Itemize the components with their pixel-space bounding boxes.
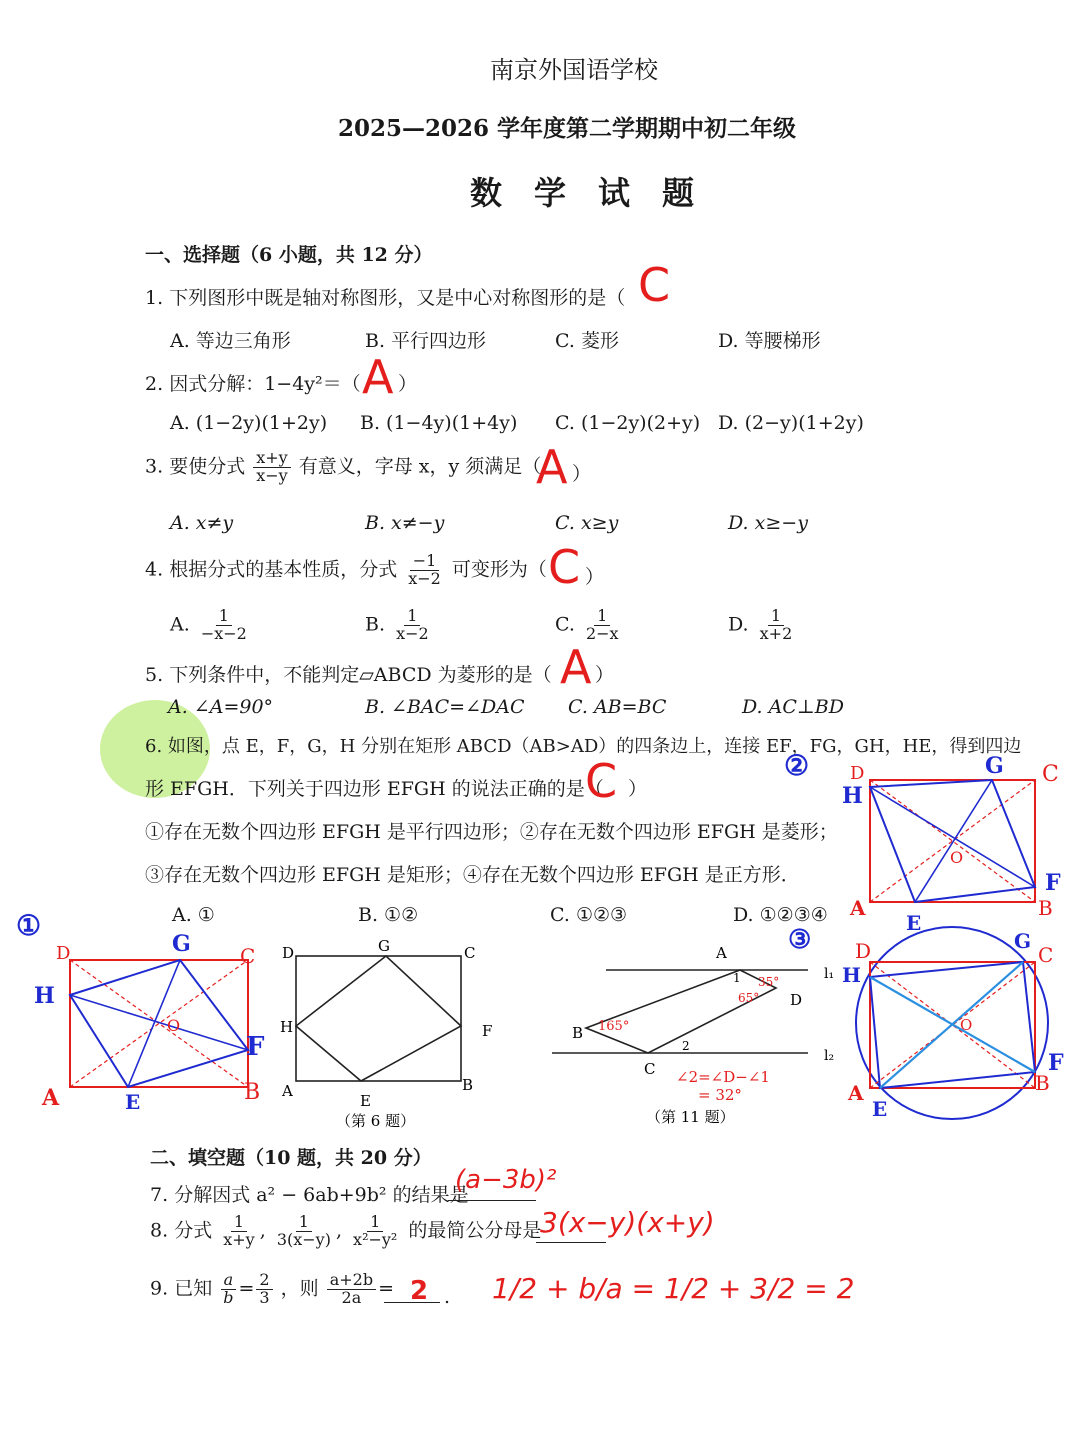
q4-opt-a-den: −x−2 (200, 623, 247, 643)
q4-opt-c-letter: C. (555, 613, 575, 636)
q4-opt-d-frac (757, 608, 796, 643)
sketch3-O: O (960, 1016, 973, 1034)
q3-frac-den: x−y (256, 465, 288, 485)
q3-answer: A (536, 440, 568, 494)
q9-f2-den: 3 (259, 1287, 270, 1307)
fig6-H: H (280, 1018, 294, 1036)
q3-frac-num: x+y (253, 450, 290, 468)
q4-opt-a-letter: A. (170, 613, 190, 636)
q2-number: 2. (145, 373, 164, 395)
q3-stem-a: 要使分式 (169, 455, 246, 478)
sketch1-G: G (172, 931, 191, 957)
q8-frac-2 (274, 1214, 334, 1249)
fig11-note-35: 35° (758, 975, 780, 989)
sketch3-C: C (1038, 943, 1054, 967)
q9-eq: = (238, 1277, 255, 1300)
q7-stem: 分解因式 a² − 6ab+9b² 的结果是 (174, 1184, 469, 1206)
q3-stem-b: 有意义，字母 x，y 须满足（ (298, 455, 542, 478)
fig11-B: B (572, 1024, 584, 1042)
q3-option-a: A. x≠y (170, 512, 234, 534)
q6-statement-1: ①存在无数个四边形 EFGH 是平行四边形；②存在无数个四边形 EFGH 是菱形； (145, 821, 838, 843)
q8-f1-den: x+y (223, 1229, 255, 1249)
q2-option-b: B. (1−4y)(1+4y) (360, 412, 518, 434)
q2-option-d: D. (2−y)(1+2y) (718, 412, 864, 434)
q5-option-d: D. AC⊥BD (742, 696, 844, 718)
sketch1-H: H (34, 983, 55, 1009)
q1-stem: 下列图形中既是轴对称图形，又是中心对称图形的是（ (169, 287, 626, 309)
sketch3-E: E (872, 1097, 888, 1121)
sketch3-D: D (855, 939, 872, 963)
q3-fraction (253, 450, 290, 485)
sketch3-H: H (842, 963, 861, 987)
q6-option-d: D. ①②③④ (733, 904, 828, 926)
q4-opt-b-frac (393, 608, 432, 643)
fig6-C: C (464, 944, 476, 962)
q9-f1-den: b (223, 1287, 234, 1307)
q6-line1: 如图，点 E，F，G，H 分别在矩形 ABCD（AB>AD）的四条边上，连接 EF，FG，GH，HE，得到四边 (167, 736, 1022, 757)
q9-stem-c: = (378, 1277, 395, 1300)
q9-frac-1 (220, 1272, 236, 1307)
sketch2-C: C (1042, 762, 1059, 787)
q6-option-b: B. ①② (358, 904, 419, 926)
fig11-angle2: 2 (682, 1039, 690, 1053)
q8-f3-den: x²−y² (353, 1229, 398, 1249)
q8-answer: 3(x−y)(x+y) (540, 1206, 715, 1239)
page-title: 数 学 试 题 (470, 174, 695, 212)
q6-statement-2: ③存在无数个四边形 EFGH 是矩形；④存在无数个四边形 EFGH 是正方形． (145, 864, 800, 886)
fig6-D: D (282, 944, 295, 962)
fig11-angle1: 1 (733, 971, 741, 985)
q4-opt-b-letter: B. (365, 613, 386, 636)
question-2 (145, 369, 361, 396)
q7-answer: (a−3b)² (455, 1165, 557, 1195)
fig6-A: A (282, 1082, 293, 1100)
q1-answer: C (638, 258, 671, 312)
fig11-note-165: 165° (598, 1019, 630, 1034)
q2-option-c: C. (1−2y)(2+y) (555, 412, 701, 434)
q3-option-d: D. x≥−y (728, 512, 808, 534)
sketch3-G: G (1014, 929, 1032, 953)
q9-stem-b: ，则 (280, 1277, 319, 1300)
q4-opt-d-den: x+2 (759, 623, 793, 643)
sketch-2-figure (780, 745, 1080, 935)
sketch1-O: O (167, 1016, 181, 1035)
sketch2-H: H (842, 783, 863, 809)
q4-stem-b: 可变形为（ (451, 558, 547, 581)
sketch2-O: O (950, 848, 964, 867)
sketch2-A: A (850, 896, 866, 920)
q6-number: 6. (145, 736, 163, 757)
fig6-caption: （第 6 题） (336, 1112, 416, 1130)
q3-number: 3. (145, 455, 164, 478)
figure-6 (278, 937, 493, 1133)
question-4 (145, 553, 547, 588)
q4-opt-c-num: 1 (594, 608, 610, 626)
q5-answer: A (560, 640, 592, 694)
q8-number: 8. (150, 1219, 169, 1242)
sketch1-A: A (42, 1085, 60, 1111)
q3-option-b: B. x≠−y (365, 512, 445, 534)
sketch1-F: F (246, 1032, 265, 1062)
q4-opt-a-frac (198, 608, 250, 643)
fig11-D: D (790, 991, 803, 1009)
sketch2-D: D (850, 763, 865, 784)
sketch3-B: B (1035, 1071, 1050, 1095)
q7-number: 7. (150, 1184, 169, 1206)
q4-opt-c-frac (583, 608, 622, 643)
q9-work: 1/2 + b/a = 1/2 + 3/2 = 2 (492, 1272, 855, 1305)
term-line: 2025—2026 学年度第二学期期中初二年级 (338, 115, 797, 142)
q4-frac-num: −1 (410, 553, 440, 571)
question-7 (150, 1180, 469, 1207)
q9-f3-den: 2a (341, 1287, 362, 1307)
q3-option-c: C. x≥y (555, 512, 619, 534)
q8-f3-num: 1 (367, 1214, 383, 1232)
sketch1-B: B (244, 1080, 261, 1105)
q4-option-d (728, 608, 797, 643)
section1-heading: 一、选择题（6 小题，共 12 分） (145, 244, 433, 266)
q6-option-a: A. ① (172, 904, 215, 926)
q9-f3-num: a+2b (327, 1272, 376, 1290)
q4-answer: C (548, 540, 581, 594)
sketch-1-figure (10, 905, 280, 1115)
q9-frac-2 (256, 1272, 272, 1307)
q4-opt-a-num: 1 (216, 608, 232, 626)
q8-frac-1 (220, 1214, 257, 1249)
q9-stem-a: 已知 (174, 1277, 213, 1300)
q5-close: ） (595, 664, 615, 686)
q4-stem-a: 根据分式的基本性质，分式 (169, 558, 398, 581)
q4-opt-d-letter: D. (728, 613, 749, 636)
question-9 (150, 1272, 394, 1307)
sketch2-G: G (985, 753, 1004, 779)
fig6-B: B (462, 1076, 474, 1094)
school-name: 南京外国语学校 (490, 56, 658, 84)
q9-frac-3 (327, 1272, 376, 1307)
sketch1-tag: ① (16, 909, 42, 942)
question-6-line2: 形 EFGH．下列关于四边形 EFGH 的说法正确的是（ (145, 778, 604, 800)
sketch2-tag: ② (784, 749, 810, 782)
sketch1-C: C (240, 944, 256, 968)
q5-option-b: B. ∠BAC=∠DAC (365, 696, 525, 718)
q6-option-c: C. ①②③ (550, 904, 628, 926)
q5-option-c: C. AB=BC (568, 696, 667, 718)
question-3 (145, 450, 541, 485)
sketch3-F: F (1048, 1050, 1064, 1076)
q2-stem: 因式分解：1−4y²＝（ (169, 373, 361, 395)
sketch1-E: E (125, 1090, 141, 1114)
q4-option-a (170, 608, 252, 643)
q2-option-a: A. (1−2y)(1+2y) (170, 412, 328, 434)
fig11-l2: l₂ (824, 1048, 835, 1064)
sketch1-D: D (56, 943, 71, 964)
fig11-A: A (716, 944, 727, 962)
q4-opt-d-num: 1 (768, 608, 784, 626)
q2-answer: A (362, 350, 394, 404)
q8-f1-num: 1 (231, 1214, 247, 1232)
q1-option-b: B. 平行四边形 (365, 330, 487, 352)
fig11-C: C (644, 1060, 656, 1078)
section2-heading: 二、填空题（10 题，共 20 分） (150, 1147, 432, 1169)
q3-close: ） (572, 463, 592, 485)
q8-stem-b: 的最简公分母是 (408, 1219, 542, 1242)
fig6-G: G (378, 937, 390, 955)
fig6-F: F (482, 1022, 493, 1040)
sketch-3-figure (780, 922, 1080, 1122)
q9-number: 9. (150, 1277, 169, 1300)
fig11-l1: l₁ (824, 966, 835, 982)
q8-frac-3 (350, 1214, 400, 1249)
sketch2-E: E (906, 911, 922, 935)
q4-fraction (405, 553, 444, 588)
q8-f2-num: 1 (296, 1214, 312, 1232)
q1-option-c: C. 菱形 (555, 330, 619, 352)
q4-option-c (555, 608, 624, 643)
fig11-note-result: = 32° (698, 1086, 742, 1104)
q1-number: 1. (145, 287, 164, 309)
q9-f2-num: 2 (256, 1272, 272, 1290)
q2-close: ） (398, 373, 418, 395)
question-1 (145, 283, 625, 310)
fig11-note-relation: ∠2=∠D−∠1 (676, 1068, 770, 1086)
q4-opt-c-den: 2−x (585, 623, 619, 643)
sketch3-A: A (848, 1081, 864, 1105)
q4-option-b (365, 608, 434, 643)
q8-stem-a: 分式 (174, 1219, 213, 1242)
q6-close: ） (628, 778, 648, 800)
q8-f2-den: 3(x−y) (276, 1229, 331, 1249)
fig6-E: E (360, 1092, 371, 1110)
q9-answer: 2 (410, 1276, 429, 1306)
q4-opt-b-num: 1 (404, 608, 420, 626)
fig11-note-65: 65° (738, 991, 760, 1005)
q1-option-d: D. 等腰梯形 (718, 330, 821, 352)
sketch3-tag: ③ (788, 925, 812, 955)
q9-end: . (444, 1286, 451, 1308)
q4-close: ） (585, 566, 605, 588)
question-8: 8. 分式 $\frac{1}{x+y}$ , $\frac{1}{3(x-y)}$ , $\frac{1}{\text{x²−y²}}$ 的最简公分母是 (150, 1212, 542, 1249)
q4-number: 4. (145, 558, 164, 581)
q4-opt-b-den: x−2 (396, 623, 429, 643)
q1-option-a: A. 等边三角形 (170, 330, 291, 352)
q5-option-a: A. ∠A=90° (168, 696, 274, 718)
question-5 (145, 660, 552, 687)
sketch2-B: B (1038, 896, 1053, 920)
q9-f1-num: a (221, 1272, 237, 1290)
sketch2-F: F (1045, 870, 1061, 896)
q5-number: 5. (145, 664, 164, 686)
q5-stem: 下列条件中，不能判定▱ABCD 为菱形的是（ (169, 664, 552, 686)
fig11-caption: （第 11 题） (646, 1108, 735, 1126)
q4-frac-den: x−2 (408, 568, 441, 588)
q6-answer: C (585, 754, 618, 808)
